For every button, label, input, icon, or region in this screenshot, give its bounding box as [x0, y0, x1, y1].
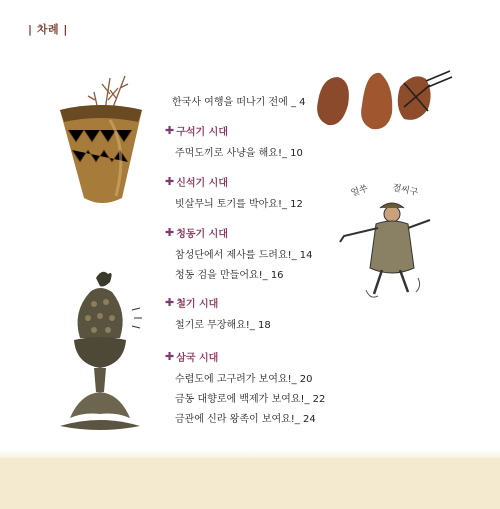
toc-entry[interactable]: 참성단에서 제사를 드려요!_ 14: [175, 250, 313, 261]
toc-section-bronze-age: [165, 225, 313, 286]
toc-entry[interactable]: 빗살무늬 토기를 박아요!_ 12: [175, 199, 303, 210]
toc-section-paleolithic: [165, 123, 303, 164]
gilt-bronze-incense-burner-icon: [50, 268, 150, 438]
section-title: 청동기 시대: [176, 229, 229, 240]
toc-entry[interactable]: 주먹도끼로 사냥을 해요!_ 10: [175, 148, 303, 159]
shaman-dancer-icon: [330, 178, 440, 308]
toc-header: | 차례 |: [28, 23, 68, 36]
toc-entry[interactable]: 수렵도에 고구려가 보여요!_ 20: [175, 374, 313, 385]
comb-pattern-pottery-icon: [50, 70, 150, 210]
toc-entry[interactable]: 청동 검을 만들어요!_ 16: [175, 270, 284, 281]
toc-section-iron-age: [165, 295, 271, 336]
plus-icon: ✚: [165, 226, 175, 239]
svg-text:얼쑤: 얼쑤: [349, 183, 370, 199]
toc-entry[interactable]: 철기로 무장해요!_ 18: [175, 320, 271, 331]
toc-section-neolithic: [165, 174, 303, 215]
plus-icon: ✚: [165, 124, 175, 137]
section-title: 구석기 시대: [176, 127, 229, 138]
svg-text:절씨구: 절씨구: [391, 183, 419, 199]
toc-intro-entry[interactable]: 한국사 여행을 떠나기 전에 _ 4: [172, 97, 306, 108]
section-title: 삼국 시대: [176, 353, 219, 364]
toc-entry[interactable]: 금관에 신라 왕족이 보여요!_ 24: [175, 414, 316, 425]
toc-section-three-kingdoms: [165, 349, 325, 430]
toc-entry[interactable]: 금동 대향로에 백제가 보여요!_ 22: [175, 394, 326, 405]
section-title: 신석기 시대: [176, 178, 229, 189]
section-title: 철기 시대: [176, 299, 219, 310]
plus-icon: ✚: [165, 175, 175, 188]
footer-band: [0, 458, 500, 509]
plus-icon: ✚: [165, 350, 175, 363]
plus-icon: ✚: [165, 296, 175, 309]
hand-axes-icon: [308, 65, 458, 137]
